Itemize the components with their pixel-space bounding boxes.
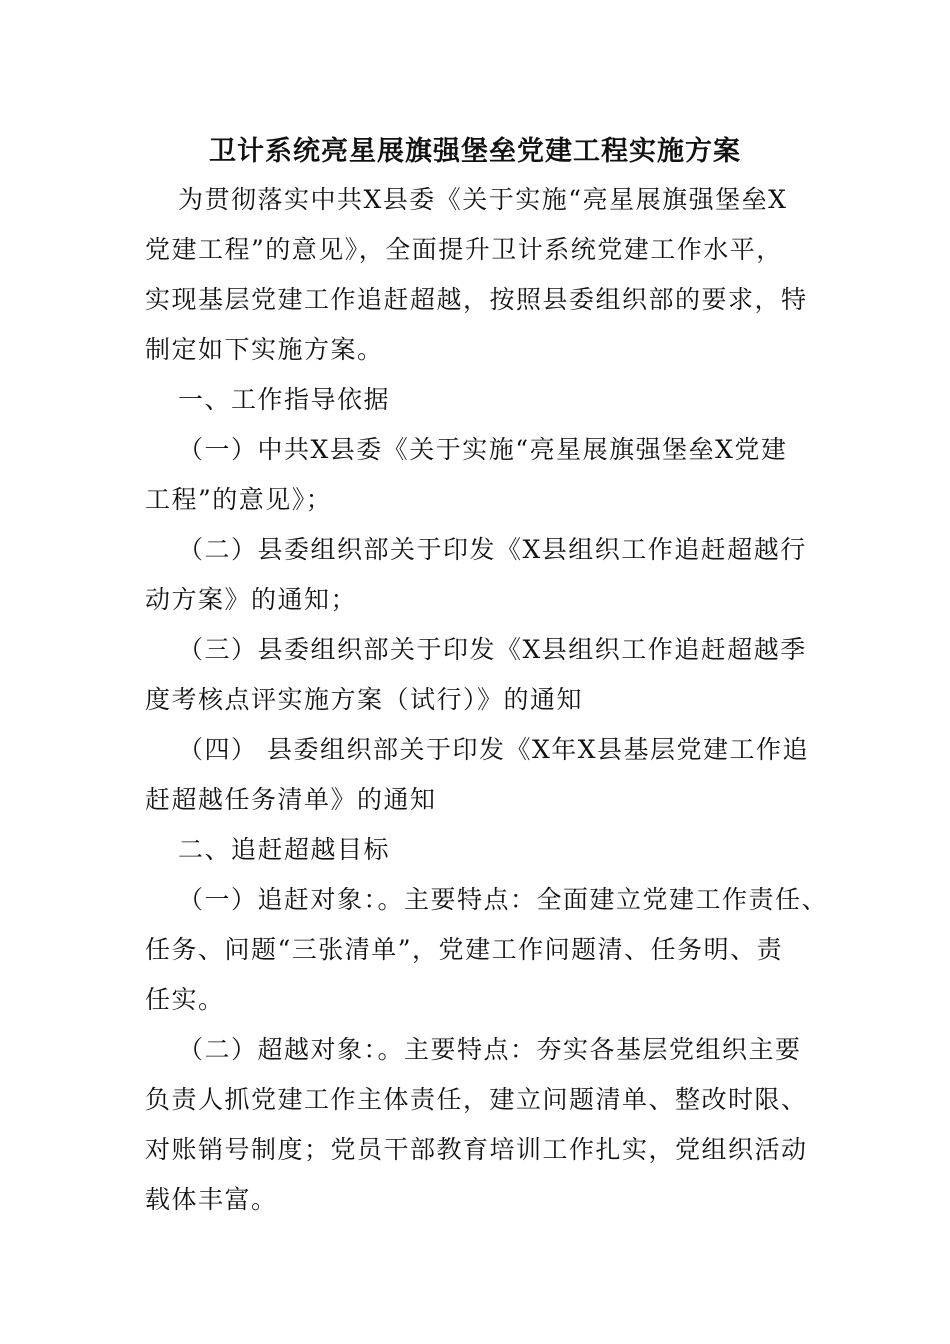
document-title: 卫计系统亮星展旗强堡垒党建工程实施方案 xyxy=(209,136,741,167)
paragraph-line: （四） 县委组织部关于印发《X年X县基层党建工作追 xyxy=(178,735,810,764)
paragraph-line: （二）超越对象：。主要特点：夯实各基层党组织主要 xyxy=(178,1035,802,1064)
paragraph-line: 为贯彻落实中共X县委《关于实施“亮星展旗强堡垒X xyxy=(178,185,788,214)
paragraph-line: 实现基层党建工作追赶超越，按照县委组织部的要求，特 xyxy=(145,285,808,314)
section-heading: 二、追赶超越目标 xyxy=(178,835,391,864)
paragraph-line: （三）县委组织部关于印发《X县组织工作追赶超越季 xyxy=(178,635,807,664)
paragraph-line: （一）中共X县委《关于实施“亮星展旗强堡垒X党建 xyxy=(178,435,788,464)
paragraph-line: 任实。 xyxy=(145,985,225,1014)
paragraph-line: 制定如下实施方案。 xyxy=(145,335,384,364)
paragraph-line: 任务、问题“三张清单”，党建工作问题清、任务明、责 xyxy=(145,935,784,964)
paragraph-line: 载体丰富。 xyxy=(145,1185,278,1214)
paragraph-line: 度考核点评实施方案（试行）》的通知 xyxy=(145,685,584,714)
paragraph-line: 赶超越任务清单》的通知 xyxy=(145,785,437,814)
paragraph-line: （一）追赶对象：。主要特点：全面建立党建工作责任、 xyxy=(178,885,829,914)
paragraph-line: 工程”的意见》； xyxy=(145,485,333,514)
section-heading: 一、工作指导依据 xyxy=(178,385,391,414)
paragraph-line: 党建工程”的意见》，全面提升卫计系统党建工作水平， xyxy=(145,235,783,264)
paragraph-line: 对账销号制度；党员干部教育培训工作扎实，党组织活动 xyxy=(145,1135,808,1164)
paragraph-line: 负责人抓党建工作主体责任，建立问题清单、整改时限、 xyxy=(145,1085,808,1114)
paragraph-line: 动方案》的通知； xyxy=(145,585,358,614)
paragraph-line: （二）县委组织部关于印发《X县组织工作追赶超越行 xyxy=(178,535,807,564)
